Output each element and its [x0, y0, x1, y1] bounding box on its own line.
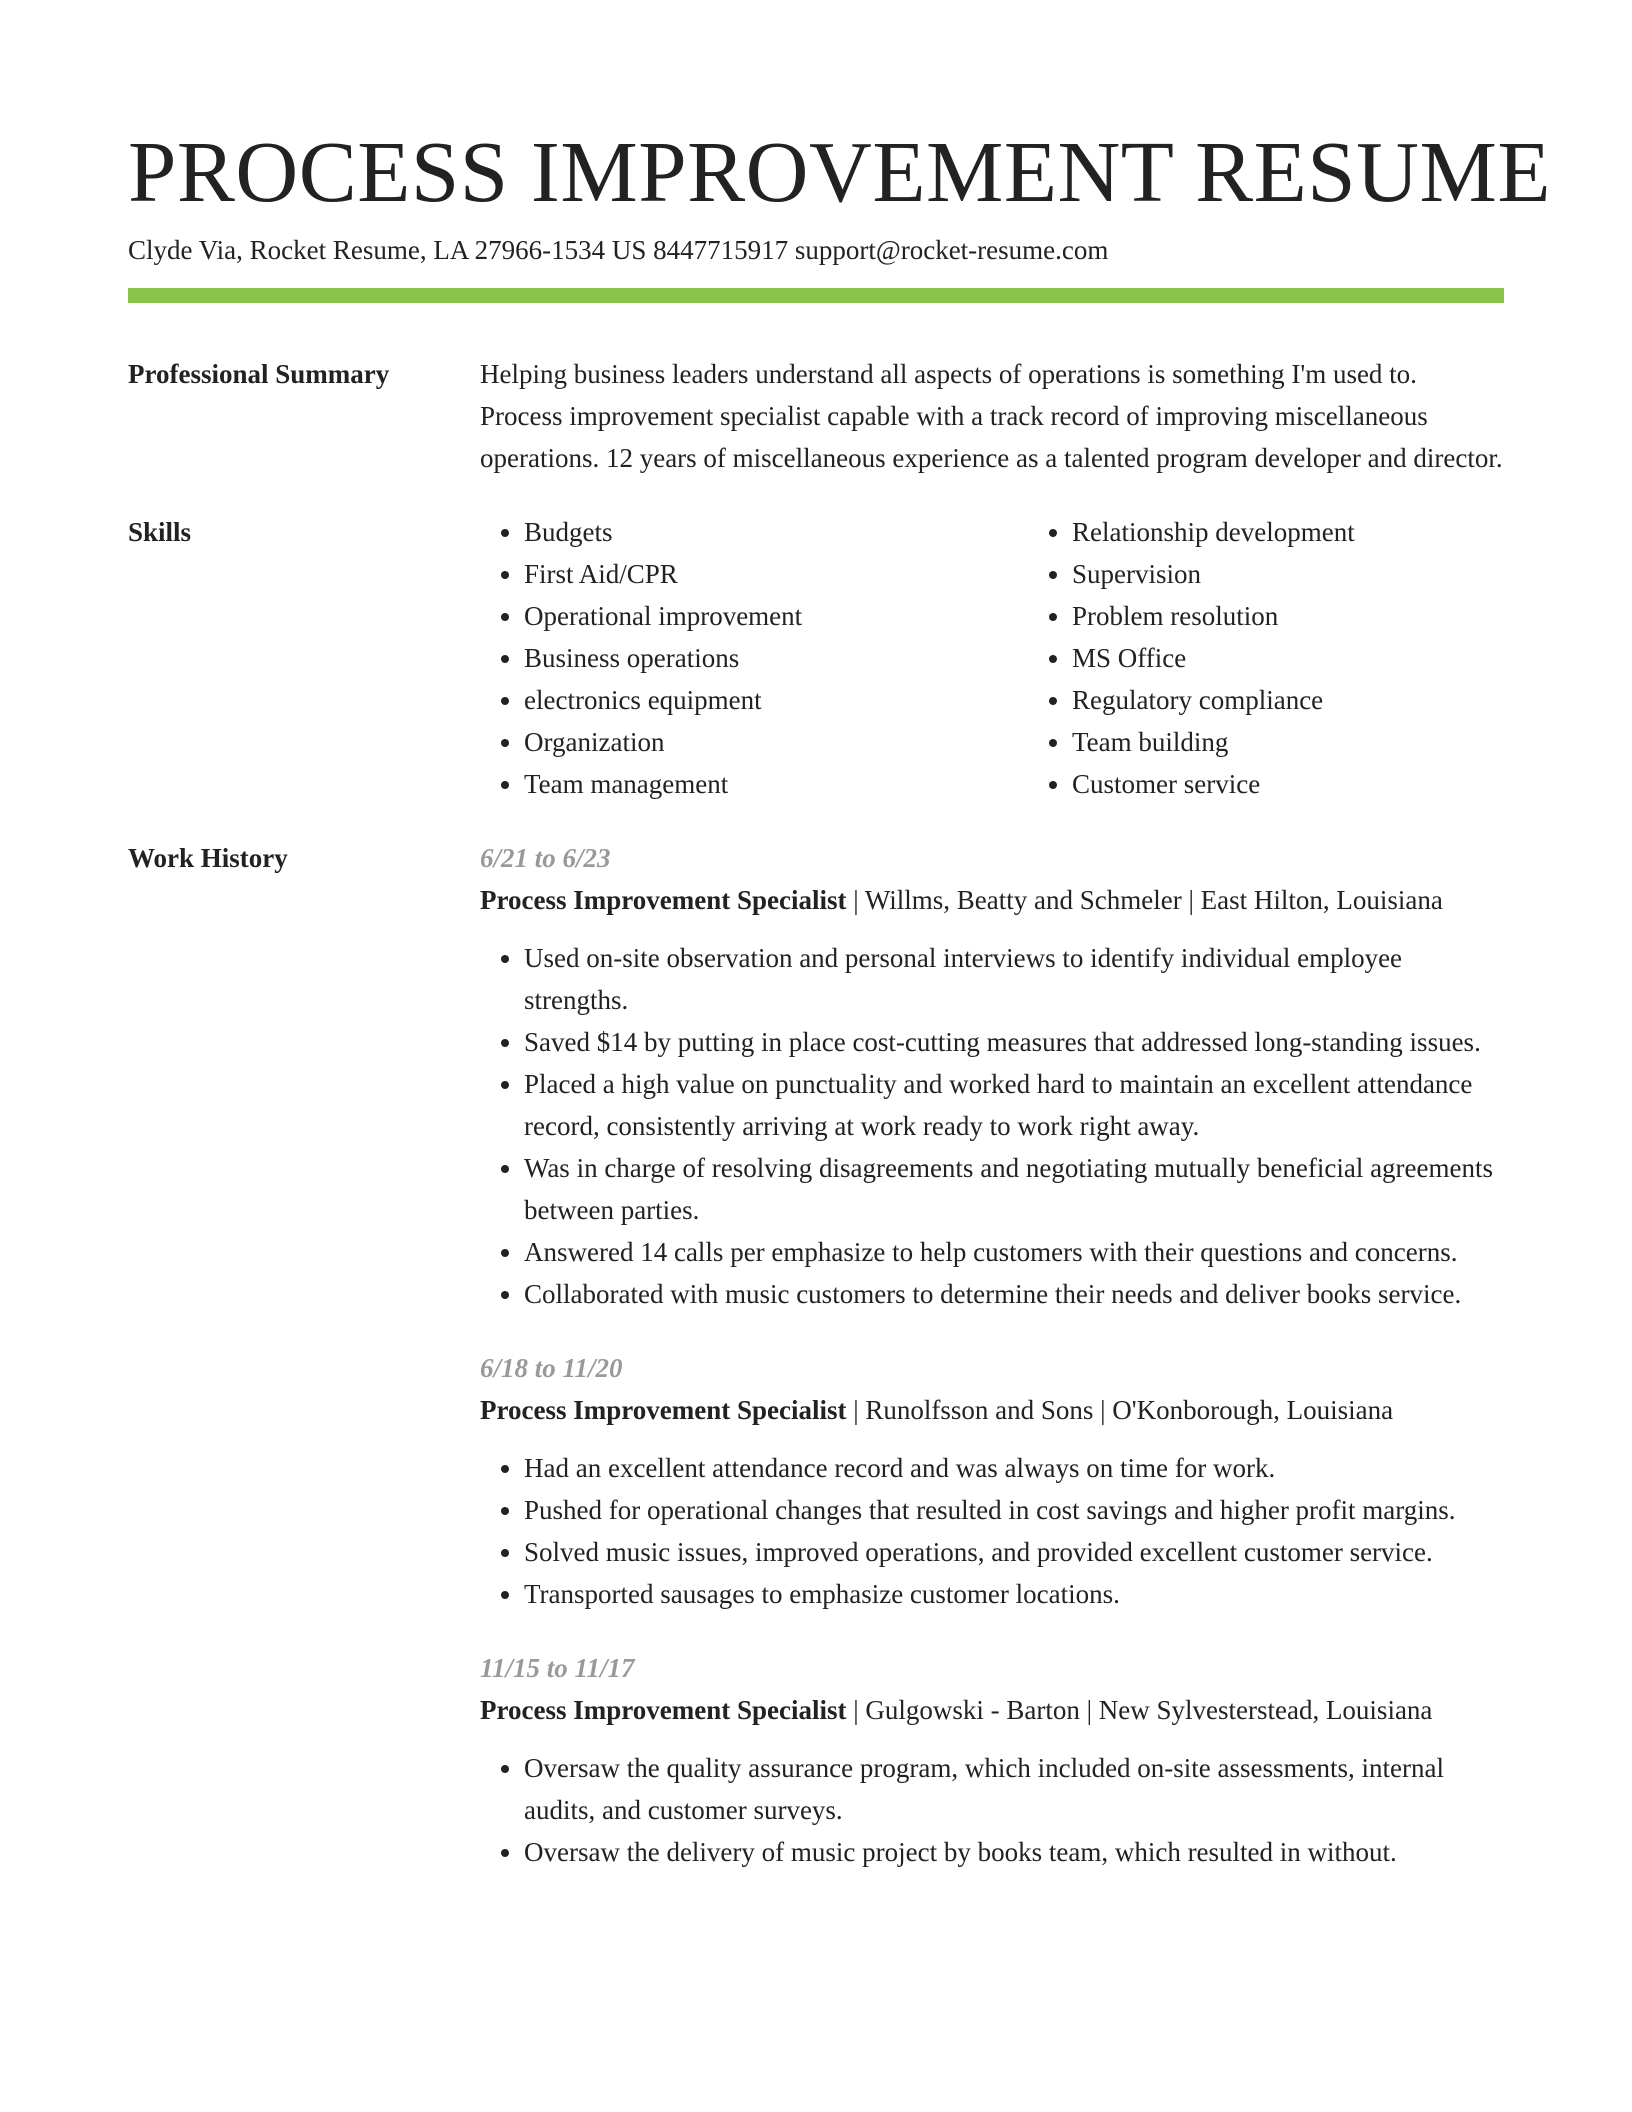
job-title: Process Improvement Specialist	[480, 1395, 847, 1425]
skills-column-right	[1028, 511, 1576, 805]
header-divider	[128, 288, 1504, 303]
resume-page	[128, 0, 1552, 1905]
job-details: | Gulgowski - Barton | New Sylvesterstead, Louisiana	[846, 1695, 1433, 1725]
skill-item: • Organization	[524, 721, 1028, 763]
summary-section	[128, 353, 1504, 479]
contact-company: Rocket Resume,	[249, 235, 427, 265]
contact-name: Clyde Via,	[128, 235, 243, 265]
job-bullet: • Had an excellent attendance record and was always on time for work.	[524, 1447, 1504, 1489]
work-history-section	[128, 837, 1504, 1905]
skill-item: • Business operations	[524, 637, 1028, 679]
job-bullet: • Collaborated with music customers to determine their needs and deliver books service.	[524, 1273, 1504, 1315]
job-bullet-list	[480, 1747, 1504, 1873]
job-heading	[480, 879, 1504, 921]
job-bullet: • Oversaw the quality assurance program, which included on-site assessments, internal audits, and customer surveys.	[524, 1747, 1504, 1831]
job-dates: 6/21 to 6/23	[480, 843, 611, 873]
skills-columns	[480, 511, 1576, 805]
skills-body	[480, 511, 1576, 805]
job-bullet-list	[480, 937, 1504, 1315]
skill-item: • Budgets	[524, 511, 1028, 553]
skill-item: • MS Office	[1072, 637, 1576, 679]
job-dates: 11/15 to 11/17	[480, 1653, 635, 1683]
job-entry	[480, 1647, 1504, 1873]
skill-item: • Team building	[1072, 721, 1576, 763]
contact-country: US	[611, 235, 647, 265]
contact-email: support@rocket-resume.com	[794, 235, 1109, 265]
job-bullet-list	[480, 1447, 1504, 1615]
job-bullet: • Saved $14 by putting in place cost-cutting measures that addressed long-standing issues.	[524, 1021, 1504, 1063]
skill-item: • Regulatory compliance	[1072, 679, 1576, 721]
work-history-body	[480, 837, 1504, 1905]
skill-item: • Team management	[524, 763, 1028, 805]
section-label-work-history: Work History	[128, 843, 288, 873]
job-dates: 6/18 to 11/20	[480, 1353, 623, 1383]
job-details: | Willms, Beatty and Schmeler | East Hilton, Louisiana	[846, 885, 1443, 915]
job-heading	[480, 1689, 1504, 1731]
page-title: PROCESS IMPROVEMENT RESUME	[128, 123, 1552, 220]
job-bullet: • Answered 14 calls per emphasize to help customers with their questions and concerns.	[524, 1231, 1504, 1273]
skill-item: • Problem resolution	[1072, 595, 1576, 637]
contact-state-zip: LA 27966-1534	[433, 235, 606, 265]
job-bullet: • Was in charge of resolving disagreements and negotiating mutually beneficial agreements between parties.	[524, 1147, 1504, 1231]
skill-item: • Relationship development	[1072, 511, 1576, 553]
job-title: Process Improvement Specialist	[480, 1695, 847, 1725]
skill-item: • First Aid/CPR	[524, 553, 1028, 595]
contact-phone: 8447715917	[653, 235, 789, 265]
section-label-skills: Skills	[128, 517, 192, 547]
skills-column-left	[480, 511, 1028, 805]
job-bullet: • Solved music issues, improved operations, and provided excellent customer service.	[524, 1531, 1504, 1573]
job-bullet: • Pushed for operational changes that resulted in cost savings and higher profit margins.	[524, 1489, 1504, 1531]
job-bullet: • Oversaw the delivery of music project by books team, which resulted in without.	[524, 1831, 1504, 1873]
skill-item: • Customer service	[1072, 763, 1576, 805]
job-entry	[480, 1347, 1504, 1615]
skill-item: • Operational improvement	[524, 595, 1028, 637]
job-entry	[480, 837, 1504, 1315]
job-details: | Runolfsson and Sons | O'Konborough, Louisiana	[846, 1395, 1394, 1425]
skill-item: • electronics equipment	[524, 679, 1028, 721]
job-bullet: • Placed a high value on punctuality and worked hard to maintain an excellent attendance record, consistently arriving at work ready to work right away.	[524, 1063, 1504, 1147]
contact-line	[128, 234, 1504, 266]
job-bullet: • Transported sausages to emphasize customer locations.	[524, 1573, 1504, 1615]
skill-item: • Supervision	[1072, 553, 1576, 595]
summary-body	[480, 353, 1504, 479]
job-heading	[480, 1389, 1504, 1431]
job-title: Process Improvement Specialist	[480, 885, 847, 915]
section-label-summary: Professional Summary	[128, 359, 390, 389]
summary-text: Helping business leaders understand all aspects of operations is something I'm used to. Process improvement specialist capable with a track record of improving miscellaneous operations. 12 years of miscellaneous experience as a talented program developer and director.	[480, 359, 1503, 473]
skills-section	[128, 511, 1504, 805]
job-bullet: • Used on-site observation and personal interviews to identify individual employee strengths.	[524, 937, 1504, 1021]
